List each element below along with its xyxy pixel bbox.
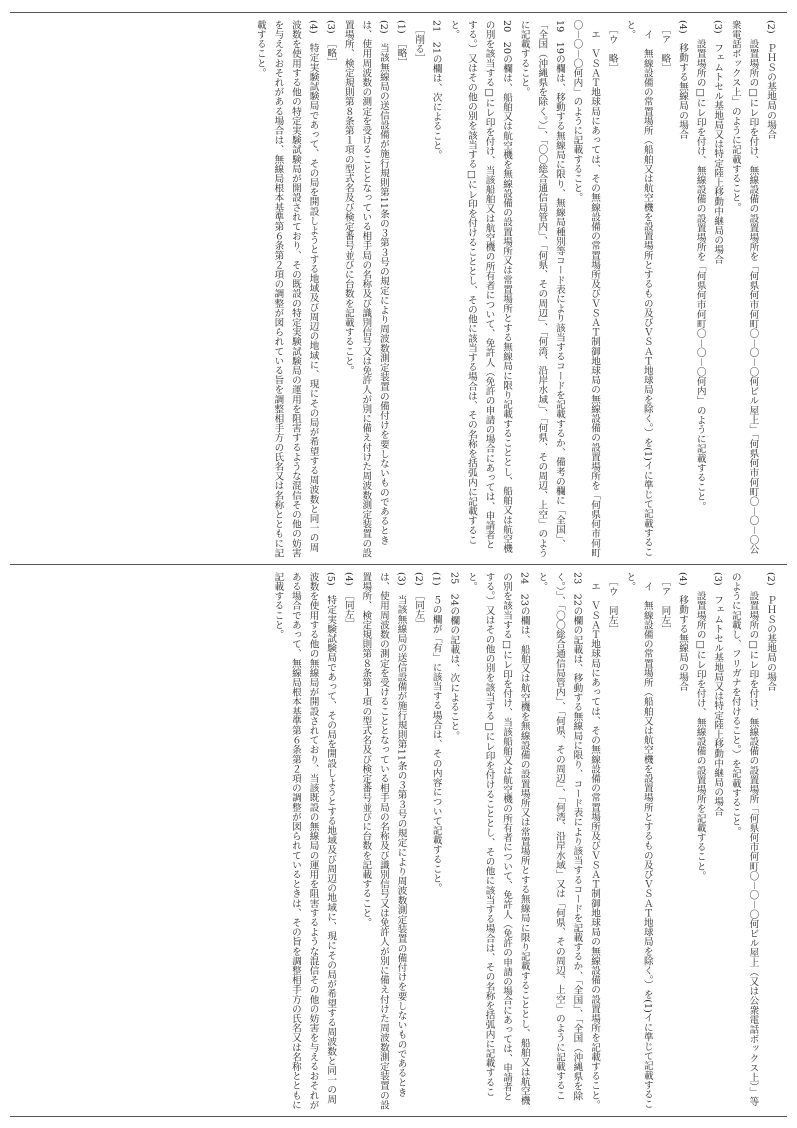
lower-line: 25 24の欄の記載は、次によること。: [448, 572, 460, 741]
upper-line: エ ＶＳＡＴ地球局にあっては、その無線設備の常置場所及びＶＳＡＴ制御地球局の無線設備の設置場所を「何県何市何町〇－〇－〇何内」のように記載すること。: [571, 20, 601, 558]
lower-line: (3) フェムトセル基地局又は特定陸上移動中継局の場合: [712, 572, 724, 816]
upper-line: 設置場所の□にレ印を付け、無線設備の設置場所を「何県何市何町〇－〇－〇何内」のように記載すること。: [694, 20, 706, 511]
upper-line: (2) 当該無線局の送信設備が施行規則第11条の３第３号の規定により周波数測定装置の備付けを要しないものであるときは、使用周波数の測定を受けることとなっている相手局の名称及び識別信号又は免許人が別に備え付けた周波数測定装置の設置場所、検定規則第８条第１項の型式名及び検定番号並びに台数を記載すること。: [342, 20, 389, 558]
upper-line: (3) フェムトセル基地局又は特定陸上移動中継局の場合: [712, 20, 724, 264]
lower-line: 24 23の欄は、船舶又は航空機を無線設備の設置場所又は常置場所とする無線局に限り記載することとし、船舶又は航空機の別を該当する□にレ印を付け、当該船舶又は航空機の所有者について、免許人（免許の申請の場合にあっては、申請者とする。）又はその他の別を該当する□にレ印を付けることとし、その他に該当する場合は、その名称を括弧内に記載すること。: [465, 572, 530, 1106]
upper-vertical-text: [18, 20, 779, 558]
lower-line: エ ＶＳＡＴ地球局にあっては、その無線設備の常置場所及びＶＳＡＴ制御地球局の無線設備の設置場所を記載すること。: [589, 572, 601, 1110]
lower-line: 設置場所の□にレ印を付け、無線設備の設置場所を記載すること。: [694, 572, 706, 881]
upper-line: ［ア 略］: [659, 20, 671, 73]
lower-line: 設置場所の□にレ印を付け、無線設備の設置場所「何県何市何町〇－〇－〇何ビル屋上（又は公衆電話ボックス上）」等のように記載し、フリガナを付けること。）を記載すること。: [729, 572, 759, 1107]
upper-line: イ 無線設備の常置場所（船舶又は航空機を設置場所とするもの及びＶＳＡＴ地球局を除く。）を(1)イに準じて記載すること。: [624, 20, 653, 557]
lower-line: イ 無線設備の常置場所（船舶又は航空機を設置場所とするもの及びＶＳＡＴ地球局を除く。）を(1)イに準じて記載すること。: [624, 572, 653, 1109]
upper-line: ［削る］: [413, 20, 425, 64]
upper-line: 21 21の欄は、次によること。: [430, 20, 442, 160]
top-rule: [10, 12, 787, 13]
lower-line: 23 22の欄の記載は、移動する無線局に限り、コード表により該当するコードを記載するか、「全国」、「全国（沖縄県を除く。）」、「〇〇総合通信局管内」、「何県、その周辺」、「何湾、沿岸水域」又は「何県、その周辺、上空」のように記載すること。: [536, 572, 583, 1101]
upper-line: 19 19の欄は、移動する無線局に限り、無線局種別等コード表により該当するコードを記載するか、備考の欄に「全国」、「全国（沖縄県を除く。）」、「〇〇総合通信局管内」、「何県、その周辺」、「何湾、沿岸水域」、「何県、その周辺、上空」のように記載すること。: [518, 20, 565, 558]
middle-rule: [10, 564, 787, 565]
lower-line: (2) ＰＨＳの基地局の場合: [765, 572, 776, 692]
upper-line: (1) ［略］: [395, 20, 407, 68]
upper-column-block: [18, 20, 779, 558]
upper-line: ［ウ 略］: [606, 20, 618, 73]
upper-line: (3) ［略］: [325, 20, 337, 68]
lower-line: (1) ５の欄が「有」に該当する場合は、その内容について記載すること。: [430, 572, 442, 893]
lower-line: ［ウ 同左］: [606, 572, 618, 635]
upper-line: (4) 特定実験試験局であって、その局を開設しようとする地域及び周辺の地域に、現にその局が希望する周波数と同一の周波数を使用する他の特定実験試験局が開設されており、その既設の特定実験試験局の運用を阻害するような混信その他の妨害を与えるおそれがある場合は、無線局根本基準第６条第２項の調整が図られている旨を調整相手方の氏名又は名称とともに記載すること。: [254, 20, 319, 558]
upper-line: 設置場所の□にレ印を付け、無線設備の設置場所を「何県何市何町〇－〇－〇何ビル屋上」「何県何市何町〇－〇－〇公衆電話ボックス上」のように記載すること。: [729, 20, 759, 555]
lower-line: (3) 当該無線局の送信設備が施行規則第11条の３第３号の規定により周波数測定装置の備付けを要しないものであるときは、使用周波数の測定を受けることとなっている相手局の名称及び識別信号又は免許人が別に備え付けた周波数測定装置の設置場所、検定規則第８条第１項の型式名及び検定番号並びに台数を記載すること。: [360, 572, 407, 1110]
lower-line: (4) ［同左］: [342, 572, 354, 629]
lower-line: (5) 特定実験試験局であって、その局を開設しようとする地域及び周辺の地域に、現にその局が希望する周波数と同一の周波数を使用する他の無線局が開設されており、当該既設の無線局の運用を阻害するような混信その他の妨害を与えるおそれがある場合であって、無線局根本基準第６条第２項の調整が図られているときは、その旨を調整相手方の氏名又は名称とともに記載すること。: [272, 572, 337, 1110]
bottom-rule: [10, 1116, 787, 1117]
upper-line: (2) ＰＨＳの基地局の場合: [765, 20, 776, 140]
upper-line: 20 20の欄は、船舶又は航空機を無線設備の設置場所又は常置場所とする無線局に限り記載することとし、船舶又は航空機の別を該当する□にレ印を付け、当該船舶又は航空機の所有者について、免許人（免許の申請の場合にあっては、申請者とする。）又はその他の別を該当する□にレ印を付けることとし、その他に該当する場合は、その名称を括弧内に記載すること。: [448, 20, 513, 554]
lower-line: (2) ［同左］: [413, 572, 425, 629]
lower-line: (4) 移動する無線局の場合: [677, 572, 689, 692]
lower-line: ［ア 同左］: [659, 572, 671, 635]
upper-line: (4) 移動する無線局の場合: [677, 20, 689, 140]
lower-column-block: [18, 572, 779, 1110]
lower-vertical-text: [18, 572, 779, 1110]
